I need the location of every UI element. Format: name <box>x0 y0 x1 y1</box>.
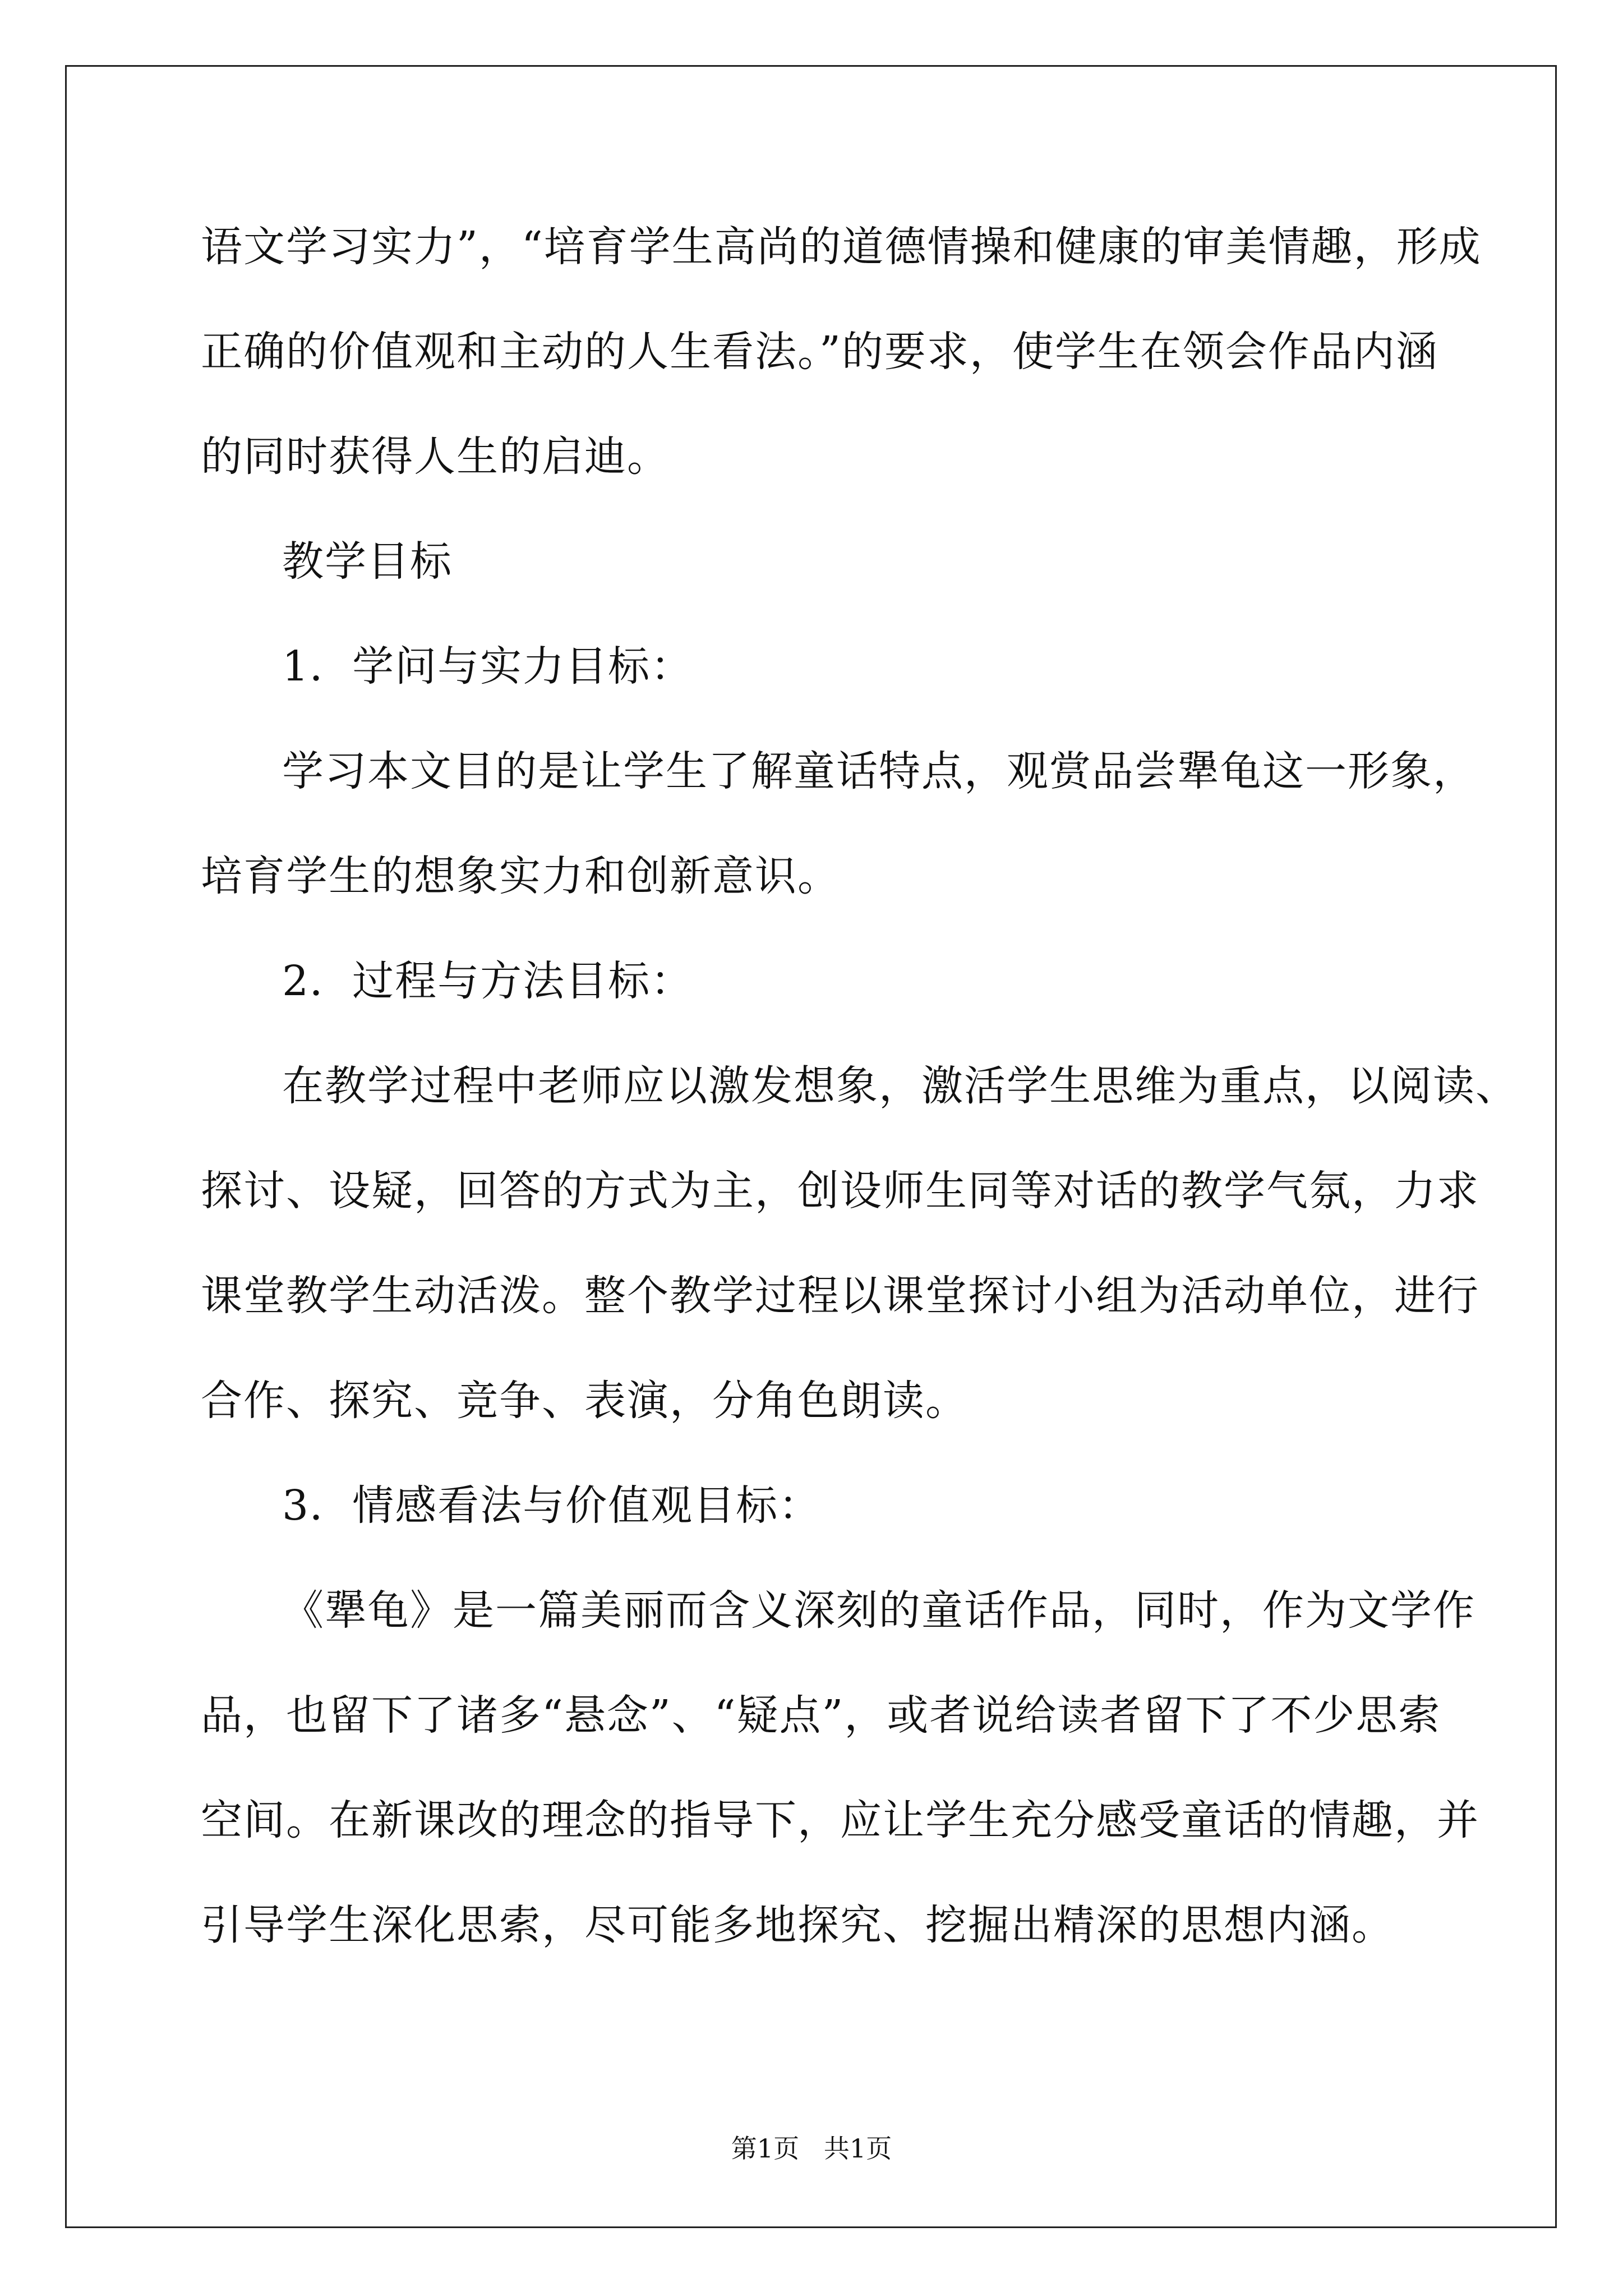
text-line: 正确的价值观和主动的人生看法。”的要求，使学生在领会作品内涵 <box>201 328 1438 376</box>
text-line: 合作、探究、竞争、表演，分角色朗读。 <box>201 1377 968 1425</box>
text-line: 语文学习实力”，“培育学生高尚的道德情操和健康的审美情趣，形成 <box>201 223 1482 271</box>
text-line: 的同时获得人生的启迪。 <box>201 432 670 481</box>
text-line: 品，也留下了诸多“悬念”、“疑点”，或者说给读者留下了不少思索 <box>201 1691 1441 1740</box>
text-line: 空间。在新课改的理念的指导下，应让学生充分感受童话的情趣，并 <box>201 1796 1479 1844</box>
subheading: 1．学问与实力目标： <box>282 642 694 691</box>
text-line: 培育学生的想象实力和创新意识。 <box>201 852 840 900</box>
text-line: 探讨、设疑，回答的方式为主，创设师生同等对话的教学气氛，力求 <box>201 1167 1479 1215</box>
subheading: 3．情感看法与价值观目标： <box>282 1481 822 1530</box>
section-heading: 教学目标 <box>282 537 453 586</box>
text-line: 在教学过程中老师应以激发想象，激活学生思维为重点，以阅读、 <box>282 1062 1518 1110</box>
text-line: 学习本文目的是让学生了解童话特点，观赏品尝犟龟这一形象， <box>282 747 1476 795</box>
subheading: 2．过程与方法目标： <box>282 957 694 1005</box>
text-line: 《犟龟》是一篇美丽而含义深刻的童话作品，同时，作为文学作 <box>282 1586 1476 1635</box>
page-number-footer: 第1页 共1页 <box>731 2133 892 2164</box>
text-line: 引导学生深化思索，尽可能多地探究、挖掘出精深的思想内涵。 <box>201 1901 1394 1949</box>
text-line: 课堂教学生动活泼。整个教学过程以课堂探讨小组为活动单位，进行 <box>201 1272 1479 1320</box>
